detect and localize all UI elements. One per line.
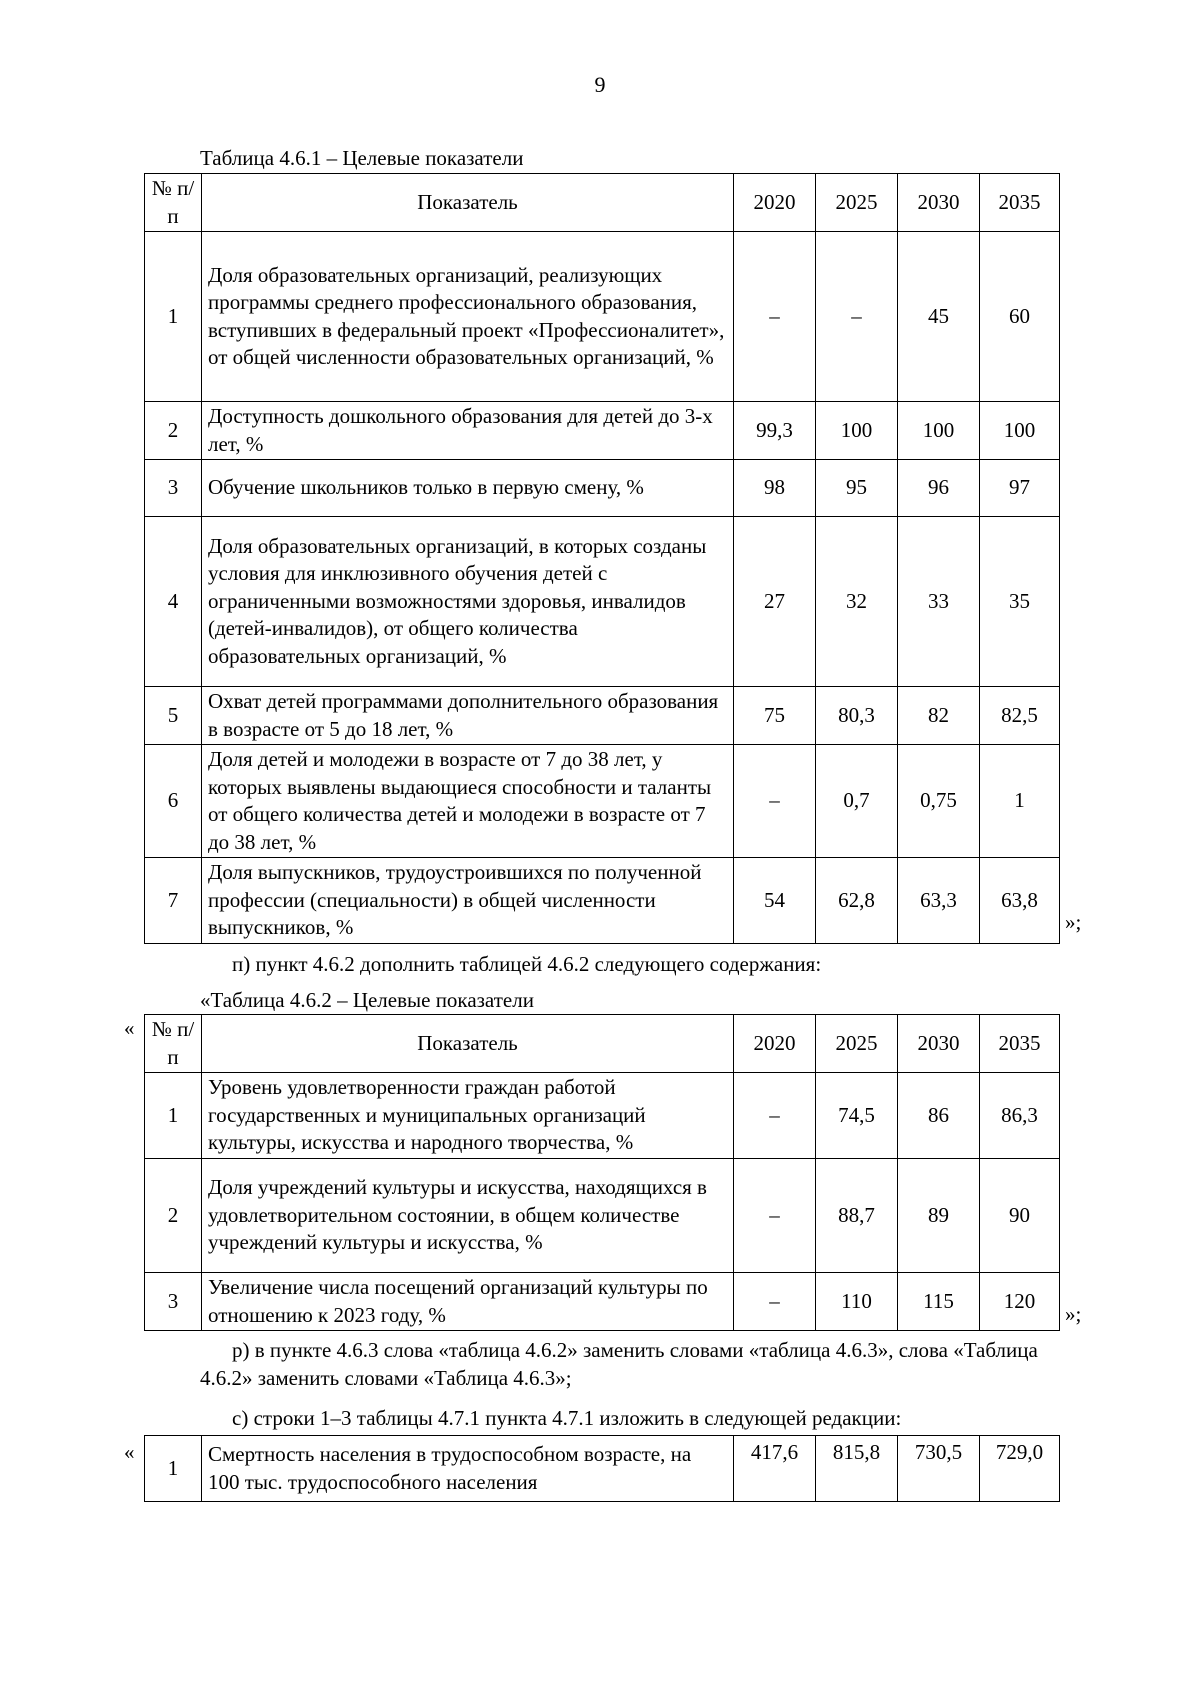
value-2020: –	[734, 1073, 816, 1159]
row-indicator: Доступность дошкольного образования для детей до 3-х лет, %	[202, 402, 734, 460]
table2-header-row	[145, 1015, 1060, 1073]
row-num: 3	[145, 1273, 202, 1331]
header-2025: 2025	[816, 1015, 898, 1073]
row-num: 7	[145, 858, 202, 944]
value-2020: –	[734, 745, 816, 858]
row-indicator: Обучение школьников только в первую смену, %	[202, 460, 734, 517]
table-row	[145, 1159, 1060, 1273]
row-indicator: Доля образовательных организаций, в которых созданы условия для инклюзивного обучения детей с ограниченными возможностями здоровья, инвалидов (детей-инвалидов), от общего количества образовательных организаций, %	[202, 517, 734, 687]
value-2020: –	[734, 1273, 816, 1331]
value-2025: 0,7	[816, 745, 898, 858]
table1-closing-quote: »;	[1065, 910, 1082, 934]
value-2030: 115	[898, 1273, 980, 1331]
table2	[144, 1014, 1060, 1331]
value-2035: 35	[980, 517, 1060, 687]
value-2030: 82	[898, 687, 980, 745]
value-2025: 32	[816, 517, 898, 687]
row-num: 1	[145, 1436, 202, 1502]
value-2025: –	[816, 232, 898, 402]
row-indicator: Смертность населения в трудоспособном возрасте, на 100 тыс. трудоспособного населения	[202, 1436, 734, 1502]
value-2030: 89	[898, 1159, 980, 1273]
row-indicator: Доля выпускников, трудоустроившихся по полученной профессии (специальности) в общей численности выпускников, %	[202, 858, 734, 944]
value-2020: 417,6	[734, 1436, 816, 1502]
row-indicator: Доля образовательных организаций, реализующих программы среднего профессионального образования, вступивших в федеральный проект «Профессионалитет», от общей численности образовательных организаций, %	[202, 232, 734, 402]
table-row	[145, 858, 1060, 944]
value-2035: 120	[980, 1273, 1060, 1331]
table1-caption: Таблица 4.6.1 – Целевые показатели	[200, 146, 524, 170]
header-2035: 2035	[980, 1015, 1060, 1073]
paragraph-s: с) строки 1–3 таблицы 4.7.1 пункта 4.7.1 изложить в следующей редакции:	[232, 1406, 902, 1430]
header-2025: 2025	[816, 174, 898, 232]
value-2025: 62,8	[816, 858, 898, 944]
row-indicator: Доля учреждений культуры и искусства, находящихся в удовлетворительном состоянии, в общем количестве учреждений культуры и искусства, %	[202, 1159, 734, 1273]
row-num: 4	[145, 517, 202, 687]
value-2035: 63,8	[980, 858, 1060, 944]
value-2025: 110	[816, 1273, 898, 1331]
value-2020: 99,3	[734, 402, 816, 460]
value-2025: 815,8	[816, 1436, 898, 1502]
value-2020: 75	[734, 687, 816, 745]
value-2035: 1	[980, 745, 1060, 858]
header-num: № п/п	[145, 1015, 202, 1073]
header-2020: 2020	[734, 174, 816, 232]
table-row	[145, 402, 1060, 460]
value-2025: 80,3	[816, 687, 898, 745]
table3	[144, 1435, 1060, 1502]
table-row	[145, 1073, 1060, 1159]
value-2030: 63,3	[898, 858, 980, 944]
table-row	[145, 460, 1060, 517]
table-row	[145, 517, 1060, 687]
value-2020: 98	[734, 460, 816, 517]
table-row	[145, 687, 1060, 745]
row-indicator: Охват детей программами дополнительного образования в возрасте от 5 до 18 лет, %	[202, 687, 734, 745]
value-2035: 60	[980, 232, 1060, 402]
header-2030: 2030	[898, 174, 980, 232]
value-2030: 96	[898, 460, 980, 517]
header-2035: 2035	[980, 174, 1060, 232]
row-num: 1	[145, 232, 202, 402]
row-indicator: Увеличение числа посещений организаций культуры по отношению к 2023 году, %	[202, 1273, 734, 1331]
header-indicator: Показатель	[202, 174, 734, 232]
value-2035: 97	[980, 460, 1060, 517]
value-2025: 100	[816, 402, 898, 460]
header-2020: 2020	[734, 1015, 816, 1073]
row-indicator: Уровень удовлетворенности граждан работой государственных и муниципальных организаций культуры, искусства и народного творчества, %	[202, 1073, 734, 1159]
row-num: 5	[145, 687, 202, 745]
value-2035: 100	[980, 402, 1060, 460]
value-2030: 100	[898, 402, 980, 460]
table-row	[145, 1273, 1060, 1331]
table2-caption: «Таблица 4.6.2 – Целевые показатели	[200, 988, 534, 1012]
value-2035: 86,3	[980, 1073, 1060, 1159]
table3-opening-quote: «	[124, 1440, 135, 1464]
value-2020: 54	[734, 858, 816, 944]
header-2030: 2030	[898, 1015, 980, 1073]
table-row	[145, 745, 1060, 858]
table-row	[145, 232, 1060, 402]
table2-closing-quote: »;	[1065, 1302, 1082, 1326]
value-2030: 45	[898, 232, 980, 402]
paragraph-r: р) в пункте 4.6.3 слова «таблица 4.6.2» заменить словами «таблица 4.6.3», слова «Таблица 4.6.2» заменить словами «Таблица 4.6.3»;	[200, 1338, 1038, 1390]
value-2035: 82,5	[980, 687, 1060, 745]
value-2020: –	[734, 232, 816, 402]
value-2025: 88,7	[816, 1159, 898, 1273]
value-2030: 730,5	[898, 1436, 980, 1502]
header-num: № п/п	[145, 174, 202, 232]
header-indicator: Показатель	[202, 1015, 734, 1073]
value-2035: 729,0	[980, 1436, 1060, 1502]
table1	[144, 173, 1060, 944]
value-2030: 0,75	[898, 745, 980, 858]
value-2035: 90	[980, 1159, 1060, 1273]
row-num: 3	[145, 460, 202, 517]
value-2020: –	[734, 1159, 816, 1273]
value-2030: 86	[898, 1073, 980, 1159]
value-2020: 27	[734, 517, 816, 687]
value-2025: 74,5	[816, 1073, 898, 1159]
row-num: 2	[145, 402, 202, 460]
row-num: 1	[145, 1073, 202, 1159]
paragraph-p: п) пункт 4.6.2 дополнить таблицей 4.6.2 следующего содержания:	[232, 952, 822, 976]
value-2025: 95	[816, 460, 898, 517]
table2-opening-quote: «	[124, 1016, 135, 1040]
table1-header-row	[145, 174, 1060, 232]
value-2030: 33	[898, 517, 980, 687]
row-num: 2	[145, 1159, 202, 1273]
page-number: 9	[594, 72, 606, 97]
row-num: 6	[145, 745, 202, 858]
table-row	[145, 1436, 1060, 1502]
row-indicator: Доля детей и молодежи в возрасте от 7 до 38 лет, у которых выявлены выдающиеся способности и таланты от общего количества детей и молодежи в возрасте от 7 до 38 лет, %	[202, 745, 734, 858]
